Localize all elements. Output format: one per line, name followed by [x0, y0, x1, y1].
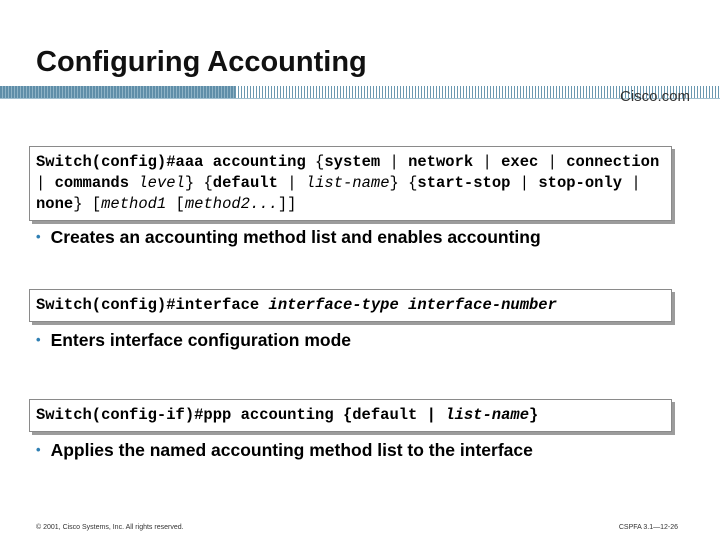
code-token: [129, 174, 138, 192]
code-block-ppp-accounting: [29, 399, 672, 432]
slide-title: Configuring Accounting: [36, 46, 367, 78]
code-token: level: [138, 174, 185, 192]
code-token: list-name: [445, 406, 529, 424]
code-token: start-stop: [417, 174, 511, 192]
code-token: network: [408, 153, 474, 171]
code-token: method2...: [184, 195, 278, 213]
code-token: } {: [389, 174, 418, 192]
header-band: [0, 86, 720, 98]
code-token: none: [36, 195, 74, 213]
footer-page-number: CSPFA 3.1—12-26: [618, 524, 678, 531]
code-token: }: [529, 406, 539, 424]
code-token: connection: [566, 153, 660, 171]
code-token: |: [36, 153, 669, 192]
bullet-dot-icon: •: [36, 442, 41, 457]
bullet-item: [36, 440, 533, 461]
code-token: interface-type interface-number: [268, 296, 557, 314]
bullet-dot-icon: •: [36, 332, 41, 347]
code-token: ]]: [277, 195, 297, 213]
code-token: } {: [184, 174, 213, 192]
code-token: default: [212, 174, 278, 192]
code-token: } [: [73, 195, 102, 213]
code-token: {: [315, 153, 325, 171]
brand-label: Cisco.com: [619, 88, 690, 105]
code-token: Switch(config)#interface: [36, 296, 269, 314]
bullet-text: Applies the named accounting method list to the interface: [50, 440, 533, 460]
code-block-aaa-accounting: [29, 146, 672, 221]
bullet-dot-icon: •: [36, 229, 41, 244]
code-token: method1: [101, 195, 167, 213]
header-band-line: [0, 98, 720, 99]
code-token: Switch(config)#aaa accounting: [36, 153, 316, 171]
code-token: exec: [501, 153, 539, 171]
code-token: |: [510, 174, 539, 192]
bullet-text: Enters interface configuration mode: [50, 330, 352, 350]
code-token: stop-only: [538, 174, 623, 192]
code-token: system: [324, 153, 381, 171]
bullet-item: [36, 330, 351, 351]
code-token: |: [538, 153, 567, 171]
code-token: |: [473, 153, 502, 171]
header-band-solid: [0, 86, 235, 98]
bullet-text: Creates an accounting method list and enables accounting: [50, 227, 541, 247]
code-token: |: [277, 174, 306, 192]
footer-copyright: © 2001, Cisco Systems, Inc. All rights reserved.: [36, 524, 184, 531]
code-token: |: [380, 153, 409, 171]
code-token: [: [166, 195, 185, 213]
code-block-interface: [29, 289, 672, 322]
code-token: Switch(config-if)#ppp accounting {default |: [36, 406, 446, 424]
code-token: list-name: [305, 174, 390, 192]
bullet-item: [36, 227, 541, 248]
code-token: commands: [54, 174, 130, 192]
code-token: |: [622, 174, 650, 192]
